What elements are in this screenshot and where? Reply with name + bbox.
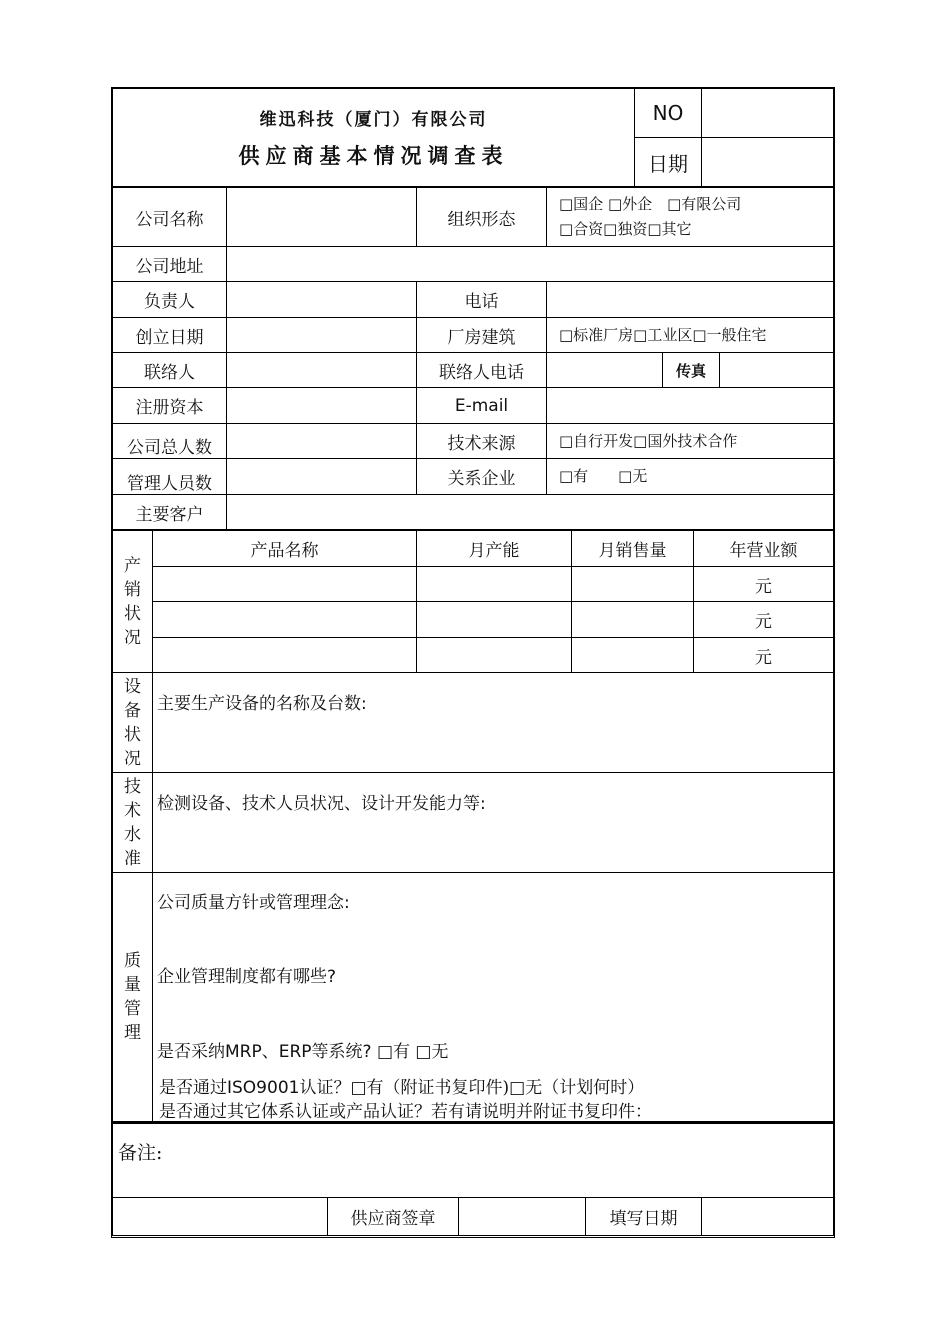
building-options[interactable]: □标准厂房□工业区□一般住宅 [547, 318, 834, 353]
tech-field[interactable] [153, 773, 834, 873]
iso-standard: ISO9001 [227, 1078, 300, 1098]
company-name-field[interactable] [227, 188, 417, 247]
label-org-form: 组织形态 [417, 188, 547, 247]
product-cell[interactable] [153, 567, 417, 602]
capital-field[interactable] [227, 388, 417, 424]
header-revenue: 年营业额 [694, 531, 834, 567]
date-field[interactable] [702, 138, 834, 187]
detail-table [112, 530, 834, 1122]
sales-cell[interactable] [572, 567, 694, 602]
form-title: 供应商基本情况调查表 [238, 144, 509, 168]
contact-phone-field[interactable] [547, 353, 663, 388]
equipment-section-label: 设备状况 [124, 676, 141, 769]
sales-cell[interactable] [572, 602, 694, 638]
label-related: 关系企业 [417, 459, 547, 495]
capacity-cell[interactable] [417, 567, 572, 602]
revenue-cell[interactable]: 元 [694, 567, 834, 602]
label-company-name: 公司名称 [113, 188, 227, 247]
iso-text-b[interactable]: 认证？□有（附证书复印件)□无（计划何时） [299, 1078, 645, 1098]
section-equipment [113, 673, 153, 773]
label-phone: 电话 [417, 282, 547, 318]
label-contact-phone: 联络人电话 [417, 353, 547, 388]
mgmt-system-prompt: 企业管理制度都有哪些? [157, 967, 337, 987]
basic-info-table [112, 187, 834, 530]
equipment-prompt: 主要生产设备的名称及台数: [157, 694, 367, 714]
sales-cell[interactable] [572, 638, 694, 673]
label-sign: 供应商签章 [328, 1197, 459, 1235]
table-row [113, 638, 834, 673]
label-founded: 创立日期 [113, 318, 227, 353]
label-capital: 注册资本 [113, 388, 227, 424]
quality-field[interactable] [153, 873, 834, 1122]
email-field[interactable] [547, 388, 834, 424]
iso-text-a: 是否通过 [159, 1078, 227, 1098]
label-fax: 传真 [663, 353, 720, 388]
no-label: NO [635, 89, 702, 138]
label-tech-source: 技术来源 [417, 424, 547, 459]
customers-field[interactable] [227, 495, 834, 530]
header-capacity: 月产能 [417, 531, 572, 567]
label-customers: 主要客户 [113, 495, 227, 530]
label-email: E-mail [417, 388, 547, 424]
sales-section-label: 产销状况 [124, 555, 141, 648]
table-row [113, 567, 834, 602]
related-options[interactable]: □有 □无 [547, 459, 834, 495]
product-cell[interactable] [153, 638, 417, 673]
header-monthly-sales: 月销售量 [572, 531, 694, 567]
remarks-label: 备注: [118, 1142, 163, 1164]
fax-field[interactable] [720, 353, 834, 388]
header-product: 产品名称 [153, 531, 417, 567]
remarks-field[interactable] [113, 1123, 834, 1197]
org-form-options[interactable] [547, 188, 834, 247]
contact-field[interactable] [227, 353, 417, 388]
phone-field[interactable] [547, 282, 834, 318]
mrp-erp-options[interactable]: □有 □无 [376, 1042, 449, 1062]
survey-form [111, 87, 835, 1238]
manager-field[interactable] [227, 282, 417, 318]
quality-policy-prompt: 公司质量方针或管理理念: [157, 893, 350, 913]
total-staff-field[interactable] [227, 424, 417, 459]
label-manager: 负责人 [113, 282, 227, 318]
mgmt-staff-field[interactable] [227, 459, 417, 495]
date-label: 日期 [635, 138, 702, 187]
table-row [113, 602, 834, 638]
section-quality [113, 873, 153, 1122]
label-mgmt-staff: 管理人员数 [113, 459, 227, 495]
tech-source-options[interactable]: □自行开发□国外技术合作 [547, 424, 834, 459]
no-field[interactable] [702, 89, 834, 138]
product-cell[interactable] [153, 602, 417, 638]
section-tech [113, 773, 153, 873]
footer-table [112, 1122, 834, 1236]
capacity-cell[interactable] [417, 602, 572, 638]
mrp-erp-question [157, 1037, 449, 1062]
blank-cell [113, 1197, 328, 1235]
revenue-cell[interactable]: 元 [694, 602, 834, 638]
equipment-field[interactable] [153, 673, 834, 773]
capacity-cell[interactable] [417, 638, 572, 673]
founded-field[interactable] [227, 318, 417, 353]
revenue-cell[interactable]: 元 [694, 638, 834, 673]
quality-section-label: 质量管理 [124, 951, 141, 1043]
fill-date-field[interactable] [702, 1197, 834, 1235]
org-options-line2: □合资□独资□其它 [559, 220, 692, 238]
sign-field[interactable] [459, 1197, 586, 1235]
tech-section-label: 技术水准 [124, 776, 141, 869]
address-field[interactable] [227, 247, 834, 282]
mrp-erp-text: 是否采纳MRP、ERP等系统? [157, 1042, 377, 1062]
label-building: 厂房建筑 [417, 318, 547, 353]
label-total-staff: 公司总人数 [113, 424, 227, 459]
label-contact: 联络人 [113, 353, 227, 388]
tech-prompt: 检测设备、技术人员状况、设计开发能力等: [157, 794, 486, 814]
section-sales [113, 531, 153, 673]
org-options-line1: □国企 □外企 □有限公司 [559, 195, 742, 213]
title-cell [113, 89, 635, 187]
company-title: 维迅科技（厦门）有限公司 [259, 110, 488, 130]
iso-question [159, 1073, 644, 1098]
label-address: 公司地址 [113, 247, 227, 282]
label-fill-date: 填写日期 [586, 1197, 702, 1235]
other-cert-question: 是否通过其它体系认证或产品认证？若有请说明并附证书复印件： [159, 1102, 652, 1122]
form-header [112, 88, 834, 187]
